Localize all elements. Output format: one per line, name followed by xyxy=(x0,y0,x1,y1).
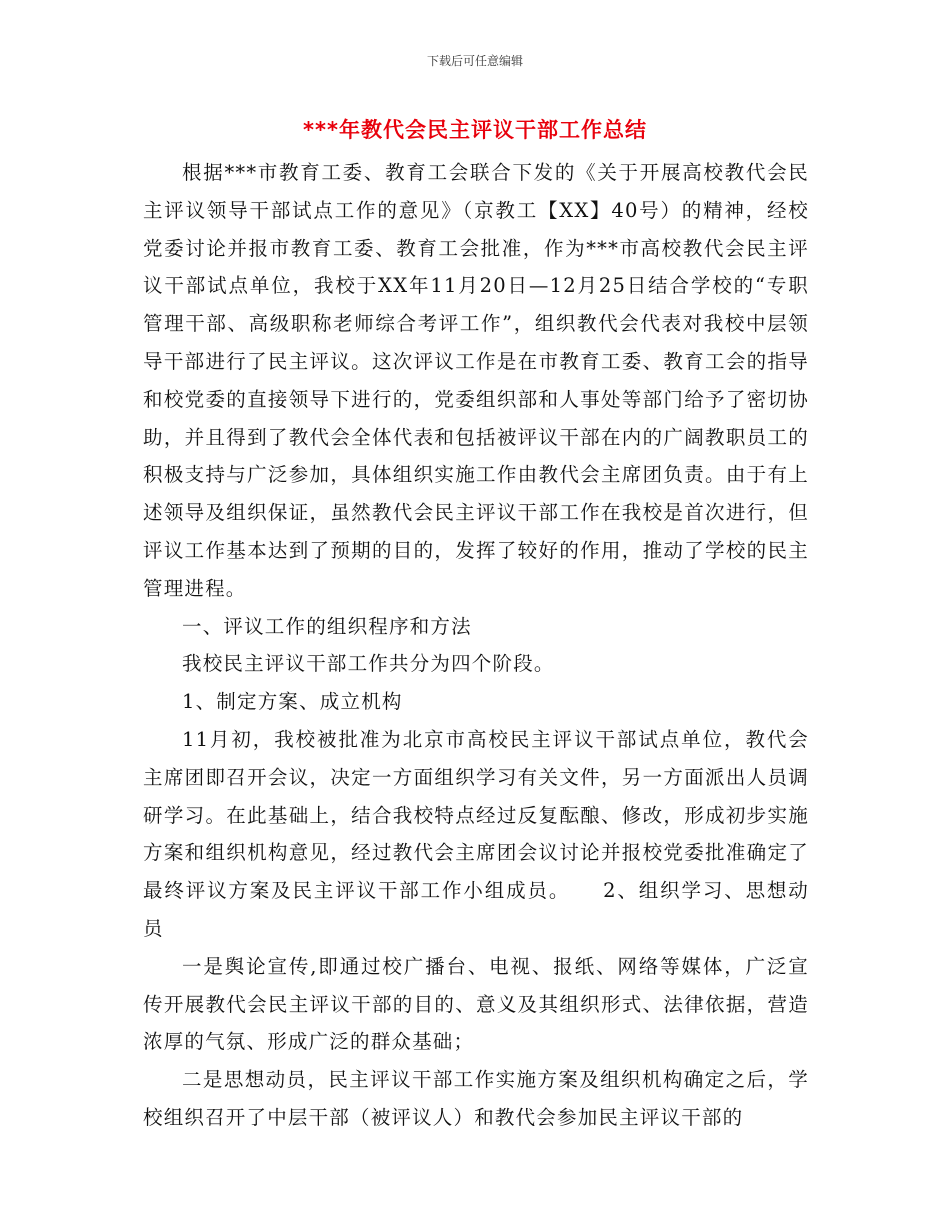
paragraph-stages: 我校民主评议干部工作共分为四个阶段。 xyxy=(182,652,555,676)
section-heading: 一、评议工作的组织程序和方法 xyxy=(182,614,472,638)
document-body xyxy=(143,154,809,1137)
subsection-heading: 1、制定方案、成立机构 xyxy=(182,690,403,714)
document-title: ***年教代会民主评议干部工作总结 xyxy=(303,118,647,142)
paragraph-intro: 根据***市教育工委、教育工会联合下发的《关于开展高校教代会民主评议领导干部试点工作的意见》（京教工【XX】40号）的精神，经校党委讨论并报市教育工委、教育工会批准，作为***市高校教代会民主评议干部试点单位，我校于XX年11月20日—12月25日结合学校的“专职管理干部、高级职称老师综合考评工作”，组织教代会代表对我校中层领导干部进行了民主评议。这次评议工作是在市教育工委、教育工会的指导和校党委的直接领导下进行的，党委组织部和人事处等部门给予了密切协助，并且得到了教代会全体代表和包括被评议干部在内的广阔教职员工的积极支持与广泛参加，具体组织实施工作由教代会主席团负责。由于有上述领导及组织保证，虽然教代会民主评议干部工作在我校是首次进行，但评议工作基本达到了预期的目的，发挥了较好的作用，推动了学校的民主管理进程。 xyxy=(143,161,809,600)
paragraph-publicity: 一是舆论宣传,即通过校广播台、电视、报纸、网络等媒体，广泛宣传开展教代会民主评议干部的目的、意义及其组织形式、法律依据，营造浓厚的气氛、形成广泛的群众基础； xyxy=(143,954,809,1054)
paragraph-plan: 11月初，我校被批准为北京市高校民主评议干部试点单位，教代会主席团即召开会议，决定一方面组织学习有关文件，另一方面派出人员调研学习。在此基础上，结合我校特点经过反复酝酿、修改，形成初步实施方案和组织机构意见，经过教代会主席团会议讨论并报校党委批准确定了最终评议方案及民主评议干部工作小组成员。 2、组织学习、思想动员 xyxy=(143,727,809,940)
header-note: 下载后可任意编辑 xyxy=(426,54,523,68)
paragraph-mobilization: 二是思想动员，民主评议干部工作实施方案及组织机构确定之后，学校组织召开了中层干部（被评议人）和教代会参加民主评议干部的 xyxy=(143,1068,809,1129)
